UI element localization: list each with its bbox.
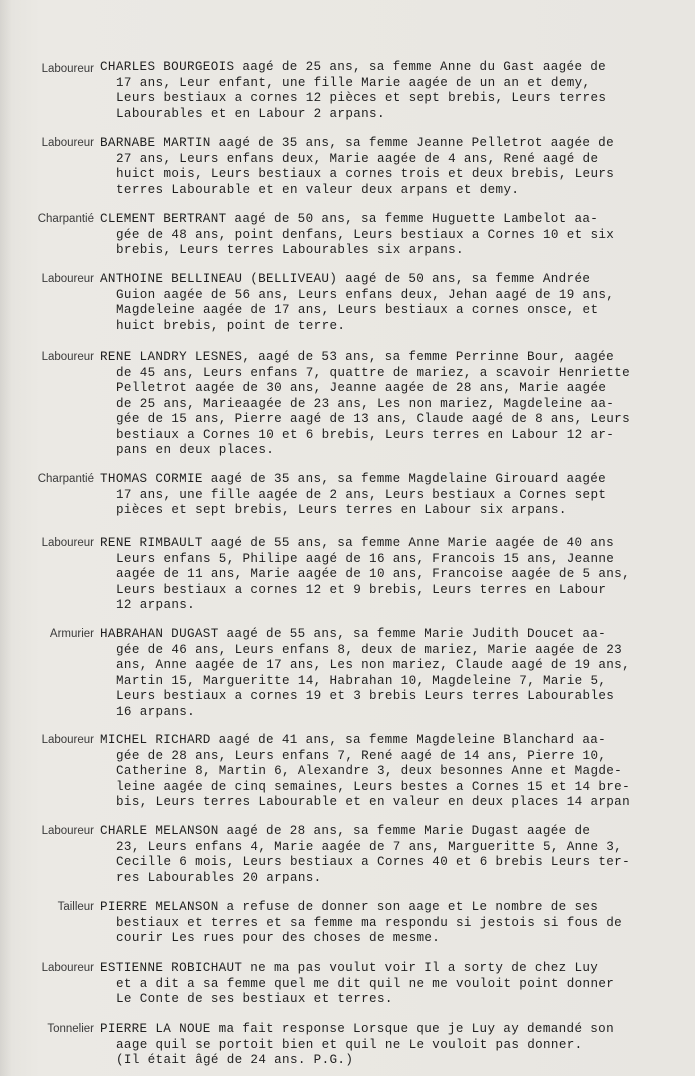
text-line: HABRAHAN DUGAST aagé de 55 ans, sa femme Marie Judith Doucet aa- (100, 627, 607, 641)
text-line: ans, Anne aagée de 17 ans, Les non mariez, Claude aagé de 19 ans, (116, 658, 630, 672)
entry-text (100, 900, 693, 947)
text-line: aage quil se portoit bien et quil ne Le vouloit pas donner. (116, 1037, 583, 1052)
text-line: 23, Leurs enfans 4, Marie aagée de 7 ans, Margueritte 5, Anne 3, (116, 839, 623, 854)
text-line: Catherine 8, Martin 6, Alexandre 3, deux besonnes Anne et Magde- (116, 764, 623, 778)
entry-text (100, 60, 693, 122)
entry-text (100, 350, 693, 459)
occupation-label: Laboureur (41, 825, 94, 837)
entry-text (100, 212, 693, 259)
text-line: gée de 46 ans, Leurs enfans 8, deux de mariez, Marie aagée de 23 (116, 642, 623, 657)
text-line: Guion aagée de 56 ans, Leurs enfans deux, Jehan aagé de 19 ans, (116, 287, 615, 302)
text-line: Leurs bestiaux a cornes 12 pièces et sept brebis, Leurs terres (116, 91, 607, 105)
text-line: MICHEL RICHARD aagé de 41 ans, sa femme Magdeleine Blanchard aa- (100, 733, 607, 747)
occupation-label: Tonnelier (47, 1023, 94, 1035)
text-line: PIERRE MELANSON a refuse de donner son aage et Le nombre de ses (100, 900, 599, 914)
text-line: res Labourables 20 arpans. (116, 870, 322, 885)
text-line: 17 ans, Leur enfant, une fille Marie aagée de un an et demy, (116, 75, 591, 90)
text-line: pans en deux places. (116, 443, 275, 457)
text-line: Leurs bestiaux a cornes 19 et 3 brebis Leurs terres Labourables (116, 689, 615, 703)
text-line: gée de 48 ans, point denfans, Leurs bestiaux a Cornes 10 et six (116, 227, 615, 242)
text-line: gée de 15 ans, Pierre aagé de 13 ans, Claude aagé de 8 ans, Leurs (116, 412, 630, 426)
occupation-label: Charpantié (37, 213, 94, 225)
occupation-label: Laboureur (41, 537, 94, 549)
text-line: Magdeleine aagée de 17 ans, Leurs bestiaux a cornes onsce, et (116, 303, 599, 317)
text-line: Cecille 6 mois, Leurs bestiaux a Cornes 40 et 6 brebis Leurs ter- (116, 855, 630, 869)
occupation-label: Laboureur (41, 351, 94, 363)
text-line: Labourables et en Labour 2 arpans. (116, 106, 385, 121)
text-line: RENE RIMBAULT aagé de 55 ans, sa femme Anne Marie aagée de 40 ans (100, 536, 614, 550)
occupation-label: Laboureur (41, 962, 94, 974)
entry-text (100, 961, 693, 1008)
text-line: bestiaux et terres et sa femme ma respondu si jestois si fous de (116, 915, 623, 930)
occupation-label: Armurier (49, 628, 94, 640)
entry-text (100, 272, 693, 334)
text-line: (Il était âgé de 24 ans. P.G.) (116, 1053, 354, 1067)
entry-text (100, 824, 693, 886)
text-line: BARNABE MARTIN aagé de 35 ans, sa femme Jeanne Pelletrot aagée de (100, 136, 614, 150)
text-line: CHARLES BOURGEOIS aagé de 25 ans, sa femme Anne du Gast aagée de (100, 60, 607, 74)
text-line: Le Conte de ses bestiaux et terres. (116, 992, 393, 1006)
text-line: de 25 ans, Marieaagée de 23 ans, Les non mariez, Magdeleine aa- (116, 396, 615, 411)
text-line: ESTIENNE ROBICHAUT ne ma pas voulut voir Il a sorty de chez Luy (100, 961, 599, 975)
occupation-label: Laboureur (41, 734, 94, 746)
entry-text (100, 536, 693, 614)
text-line: huict mois, Leurs bestiaux a cornes trois et deux brebis, Leurs (116, 167, 615, 181)
text-line: Leurs bestiaux a cornes 12 et 9 brebis, Leurs terres en Labour (116, 582, 607, 597)
text-line: ANTHOINE BELLINEAU (BELLIVEAU) aagé de 50 ans, sa femme Andrée (100, 272, 591, 286)
occupation-label: Laboureur (41, 137, 94, 149)
text-line: bis, Leurs terres Labourable et en valeur en deux places 14 arpan (116, 795, 630, 809)
text-line: CLEMENT BERTRANT aagé de 50 ans, sa femme Huguette Lambelot aa- (100, 212, 599, 226)
occupation-label: Tailleur (57, 901, 94, 913)
text-line: pièces et sept brebis, Leurs terres en Labour six arpans. (116, 503, 567, 517)
text-line: huict brebis, point de terre. (116, 318, 346, 333)
entry-text (100, 627, 693, 720)
text-line: terres Labourable et en valeur deux arpans et demy. (116, 182, 520, 197)
text-line: Martin 15, Margueritte 14, Habrahan 10, Magdeleine 7, Marie 5, (116, 673, 607, 688)
entry-text (100, 136, 693, 198)
occupation-label: Laboureur (41, 273, 94, 285)
occupation-label: Charpantié (37, 473, 94, 485)
text-line: CHARLE MELANSON aagé de 28 ans, sa femme Marie Dugast aagée de (100, 824, 591, 838)
text-line: Pelletrot aagée de 30 ans, Jeanne aagée de 28 ans, Marie aagée (116, 381, 607, 395)
text-line: THOMAS CORMIE aagé de 35 ans, sa femme Magdelaine Girouard aagée (100, 472, 607, 486)
entry-text (100, 472, 693, 519)
text-line: 12 arpans. (116, 598, 196, 612)
text-line: 27 ans, Leurs enfans deux, Marie aagée de 4 ans, René aagé de (116, 151, 599, 166)
text-line: RENE LANDRY LESNES, aagé de 53 ans, sa femme Perrinne Bour, aagée (100, 350, 614, 364)
text-line: Leurs enfans 5, Philipe aagé de 16 ans, Francois 15 ans, Jeanne (116, 551, 615, 566)
text-line: 17 ans, une fille aagée de 2 ans, Leurs bestiaux a Cornes sept (116, 487, 607, 502)
text-line: leine aagée de cinq semaines, Leurs bestes a Cornes 15 et 14 bre- (116, 779, 630, 794)
text-line: 16 arpans. (116, 704, 196, 719)
text-line: aagée de 11 ans, Marie aagée de 10 ans, Francoise aagée de 5 ans, (116, 567, 630, 581)
text-line: gée de 28 ans, Leurs enfans 7, René aagé de 14 ans, Pierre 10, (116, 748, 607, 763)
text-line: de 45 ans, Leurs enfans 7, quattre de mariez, a scavoir Henriette (116, 365, 630, 380)
text-line: brebis, Leurs terres Labourables six arpans. (116, 243, 464, 257)
text-line: courir Les rues pour des choses de mesme. (116, 931, 441, 945)
text-line: et a dit a sa femme quel me dit quil ne me vouloit point donner (116, 976, 615, 991)
entry-text (100, 733, 693, 811)
entry-text (100, 1022, 693, 1069)
occupation-label: Laboureur (41, 63, 94, 75)
text-line: bestiaux a Cornes 10 et 6 brebis, Leurs terres en Labour 12 ar- (116, 427, 615, 442)
text-line: PIERRE LA NOUE ma fait response Lorsque que je Luy ay demandé son (100, 1022, 614, 1036)
